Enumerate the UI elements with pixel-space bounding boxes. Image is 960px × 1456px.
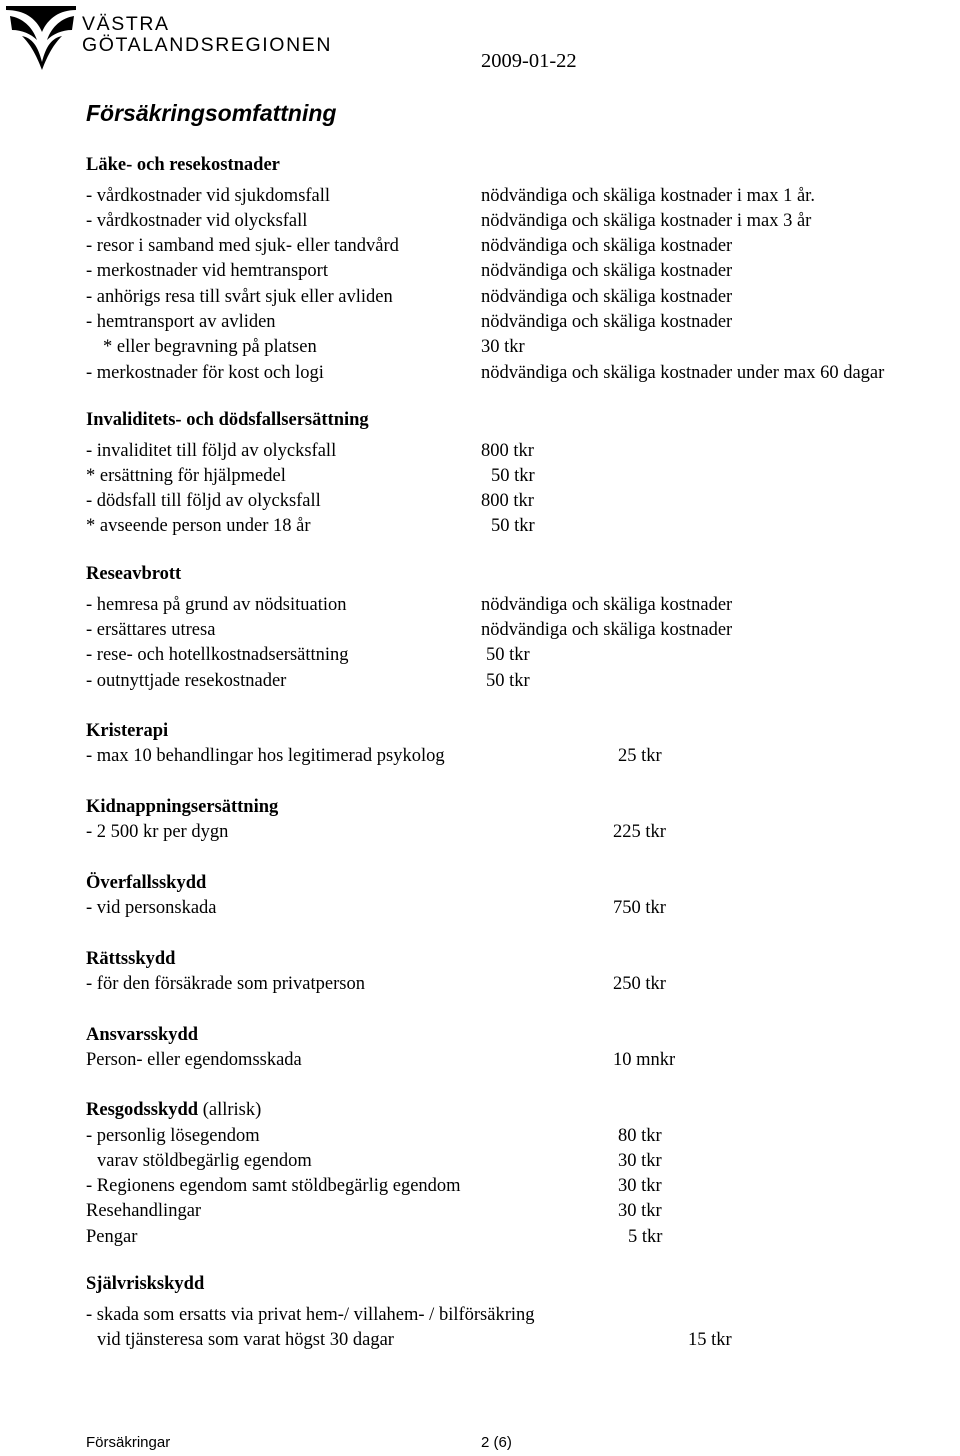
row-value: 80 tkr [618,1126,662,1146]
row-value: nödvändiga och skäliga kostnader under max 60 dagar [481,363,885,383]
row-label: - merkostnader vid hemtransport [86,261,328,281]
row-label: - invaliditet till följd av olycksfall [86,441,337,461]
page-title: Försäkringsomfattning [86,100,337,126]
row-label: - max 10 behandlingar hos legitimerad psykolog [86,746,445,766]
row-value: 25 tkr [618,746,662,766]
section-heading-lake: Läke- och resekostnader [86,155,280,175]
row-label: - resor i samband med sjuk- eller tandvård [86,236,399,256]
row-label: - ersättares utresa [86,620,216,640]
section-heading-kristerapi: Kristerapi [86,721,169,741]
row-value: 50 tkr [486,645,530,665]
row-value: nödvändiga och skäliga kostnader [481,312,733,332]
row-label: - 2 500 kr per dygn [86,822,229,842]
row-label: - vårdkostnader vid olycksfall [86,211,308,231]
row-value: 30 tkr [481,337,525,357]
row-value: 30 tkr [618,1201,662,1221]
vastra-gotalandsregionen-logo [4,2,344,74]
logo-line2: GÖTALANDSREGIONEN [82,34,333,56]
row-value: 30 tkr [618,1176,662,1196]
row-label: - personlig lösegendom [86,1126,260,1146]
row-label: Pengar [86,1227,138,1247]
row-label: - rese- och hotellkostnadsersättning [86,645,349,665]
row-label: - vid personskada [86,898,217,918]
section-heading-sjalvrisk: Självriskskydd [86,1274,205,1294]
row-value: nödvändiga och skäliga kostnader [481,620,733,640]
row-value: 50 tkr [491,466,535,486]
row-label: varav stöldbegärlig egendom [97,1151,312,1171]
row-label: - hemresa på grund av nödsituation [86,595,347,615]
row-value: 800 tkr [481,491,534,511]
section-heading-ansvar: Ansvarsskydd [86,1025,199,1045]
document-date: 2009-01-22 [481,50,577,72]
row-label: - hemtransport av avliden [86,312,276,332]
resgods-heading-text: Resgodsskydd [86,1100,199,1120]
row-label: Resehandlingar [86,1201,202,1221]
row-label: * eller begravning på platsen [103,337,317,357]
row-value: nödvändiga och skäliga kostnader [481,261,733,281]
row-label: * avseende person under 18 år [86,516,311,536]
row-value: 250 tkr [613,974,666,994]
row-label: - outnyttjade resekostnader [86,671,287,691]
row-value: 50 tkr [491,516,535,536]
row-value: 750 tkr [613,898,666,918]
row-label: - för den försäkrade som privatperson [86,974,365,994]
row-value: 15 tkr [688,1330,732,1350]
row-label: - dödsfall till följd av olycksfall [86,491,321,511]
row-label: - skada som ersatts via privat hem-/ villahem- / bilförsäkring [86,1305,535,1325]
footer-page-number: 2 (6) [481,1434,512,1451]
row-value: nödvändiga och skäliga kostnader [481,287,733,307]
section-heading-invaliditet: Invaliditets- och dödsfallsersättning [86,410,369,430]
row-label: * ersättning för hjälpmedel [86,466,286,486]
row-label: - merkostnader för kost och logi [86,363,324,383]
row-label: - Regionens egendom samt stöldbegärlig egendom [86,1176,461,1196]
row-label: - vårdkostnader vid sjukdomsfall [86,186,331,206]
section-heading-ratts: Rättsskydd [86,949,176,969]
row-label: vid tjänsteresa som varat högst 30 dagar [97,1330,394,1350]
row-value: nödvändiga och skäliga kostnader [481,595,733,615]
region-emblem-icon [4,2,80,72]
logo-line1: VÄSTRA [82,13,170,35]
section-heading-resgods [86,1099,261,1121]
section-heading-kidnappning: Kidnappningsersättning [86,797,279,817]
section-heading-overfall: Överfallsskydd [86,873,207,893]
footer-document-name: Försäkringar [86,1434,171,1451]
row-value: nödvändiga och skäliga kostnader [481,236,733,256]
row-value: 225 tkr [613,822,666,842]
row-value: 800 tkr [481,441,534,461]
row-value: 50 tkr [486,671,530,691]
section-heading-reseavbrott: Reseavbrott [86,564,182,584]
row-label: - anhörigs resa till svårt sjuk eller avliden [86,287,393,307]
row-value: nödvändiga och skäliga kostnader i max 3 år [481,211,812,231]
resgods-heading-suffix: (allrisk) [198,1100,262,1120]
row-label: Person- eller egendomsskada [86,1050,302,1070]
row-value: 30 tkr [618,1151,662,1171]
row-value: 5 tkr [628,1227,663,1247]
row-value: nödvändiga och skäliga kostnader i max 1 år. [481,186,815,206]
row-value: 10 mnkr [613,1050,676,1070]
